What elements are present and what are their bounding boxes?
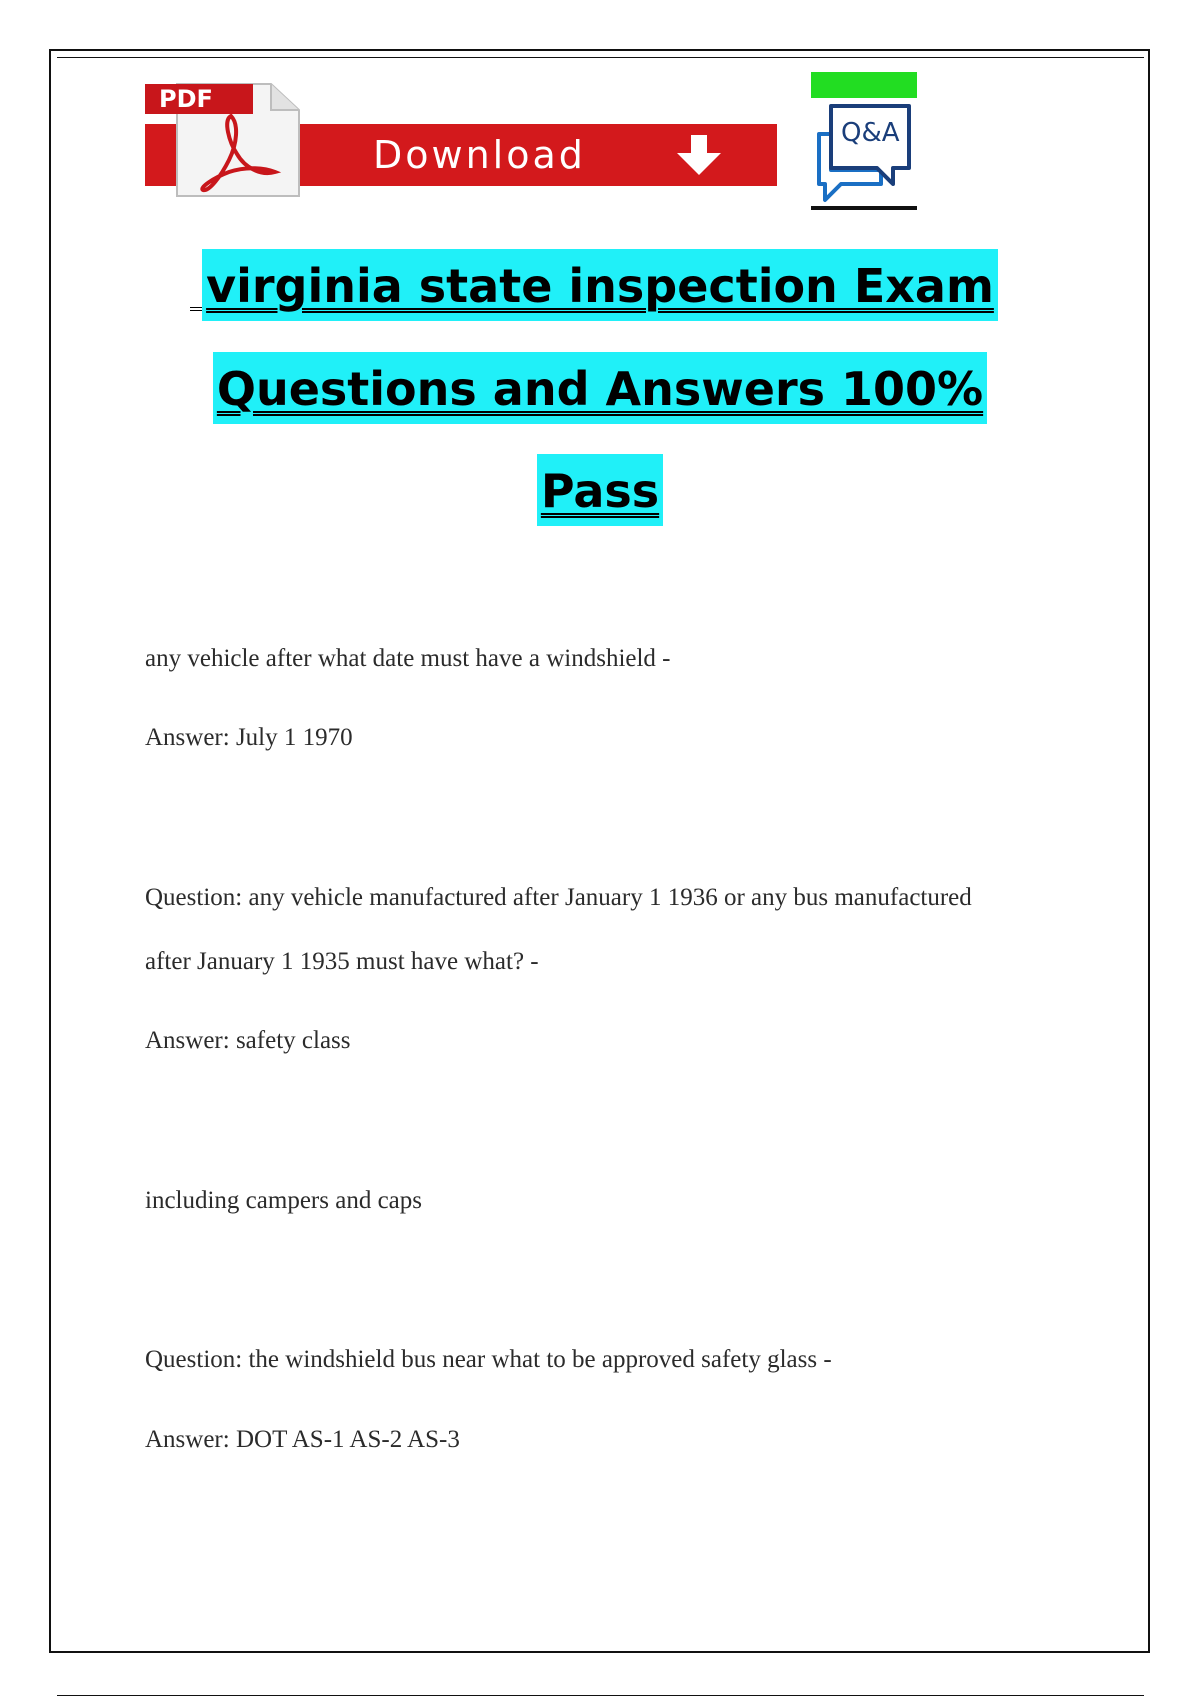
qa-bottom-rule (811, 206, 917, 210)
title-text-2: Questions and Answers 100% (213, 352, 987, 424)
arrow-down-icon (673, 133, 725, 177)
bottom-rule (57, 1695, 1144, 1696)
question-1: any vehicle after what date must have a windshield - (145, 645, 671, 672)
frame-top-rule (57, 57, 1144, 58)
title-text-3: Pass (537, 454, 663, 526)
pdf-download-banner[interactable] (145, 78, 777, 198)
qa-icon (811, 72, 917, 212)
note-line: including campers and caps (145, 1187, 422, 1214)
title-line-1 (0, 259, 1200, 313)
download-label: Download (373, 133, 586, 177)
chat-bubbles-icon (811, 100, 917, 204)
answer-2: Answer: safety class (145, 1027, 351, 1054)
pdf-tag: PDF (145, 84, 253, 114)
title-line-3 (0, 464, 1200, 518)
title-line-2 (0, 362, 1200, 416)
title-text-1: virginia state inspection Exam (202, 249, 998, 321)
qa-green-bar (811, 72, 917, 98)
answer-1: Answer: July 1 1970 (145, 724, 353, 751)
question-2-line-2: after January 1 1935 must have what? - (145, 948, 539, 975)
question-3: Question: the windshield bus near what to be approved safety glass - (145, 1346, 832, 1373)
question-2-line-1: Question: any vehicle manufactured after January 1 1936 or any bus manufactured (145, 884, 972, 911)
answer-3: Answer: DOT AS-1 AS-2 AS-3 (145, 1426, 460, 1453)
qa-label: Q&A (841, 118, 900, 148)
